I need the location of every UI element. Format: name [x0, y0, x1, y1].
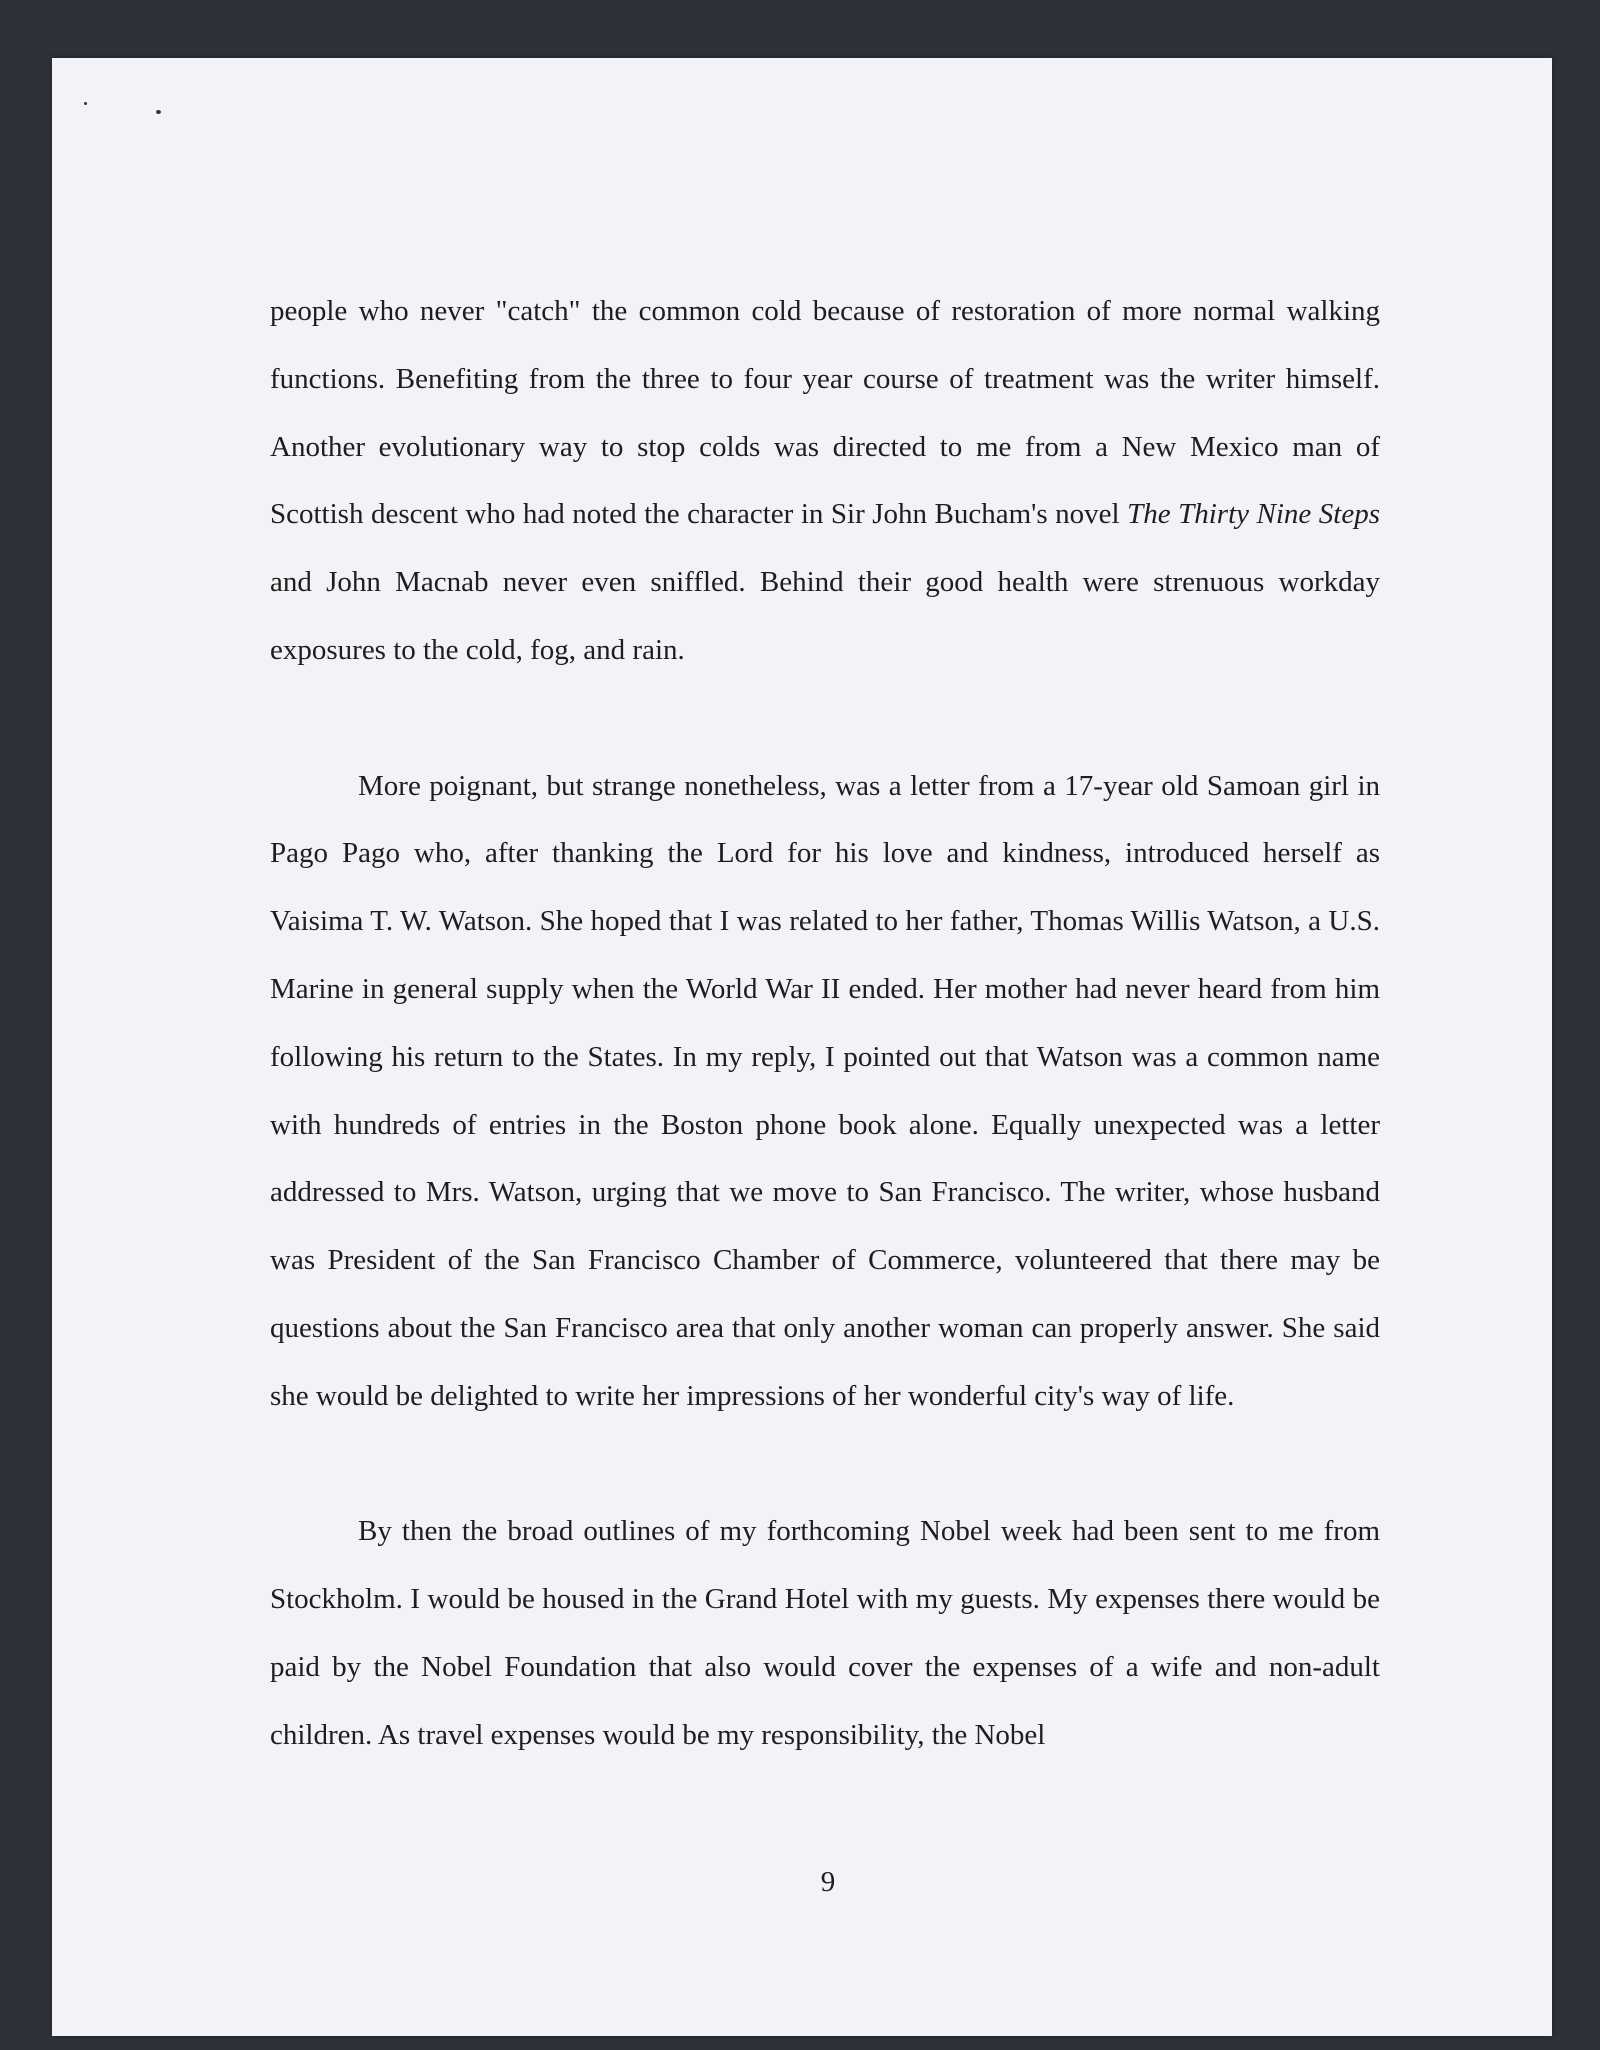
page-number: 9 [820, 1866, 836, 1898]
book-title: The Thirty Nine Steps [1127, 498, 1380, 531]
paragraph-2: More poignant, but strange nonetheless, was a letter from a 17-year old Samoan girl in Pago Pago who, after thanking the Lord for his love and kindness, introduced herself as Vaisima T. W. Watson. She hoped that I was related to her father, Thomas Willis Watson, a U.S. Marine in general supply when the World War II ended. Her mother had never heard from him following his return to the States. In my reply, I pointed out that Watson was a common name with hundreds of entries in the Boston phone book alone. Equally unexpected was a letter addressed to Mrs. Watson, urging that we move to San Francisco. The writer, whose husband was President of the San Francisco Chamber of Commerce, volunteered that there may be questions about the San Francisco area that only another woman can properly answer. She said she would be delighted to write her impressions of her wonderful city's way of life. [270, 769, 1380, 1412]
document-page [52, 58, 1552, 2036]
paragraph-3: By then the broad outlines of my forthcoming Nobel week had been sent to me from Stockholm. I would be housed in the Grand Hotel with my guests. My expenses there would be paid by the Nobel Foundation that also would cover the expenses of a wife and non-adult children. As travel expenses would be my responsibility, the Nobel [270, 1515, 1380, 1751]
paragraph-1 [270, 278, 1380, 685]
document-body [270, 278, 1380, 1770]
paper-speck [156, 110, 161, 114]
paper-speck [84, 102, 87, 105]
paragraph-1-text-a: people who never "catch" the common cold because of restoration of more normal walking functions. Benefiting from the three to four year course of treatment was the writer himself. Another evolutionary way to stop colds was directed to me from a New Mexico man of Scottish descent who had noted the character in Sir John Bucham's novel [270, 295, 1380, 531]
paragraph-1-text-b: and John Macnab never even sniffled. Behind their good health were strenuous workday exposures to the cold, fog, and rain. [270, 566, 1380, 666]
